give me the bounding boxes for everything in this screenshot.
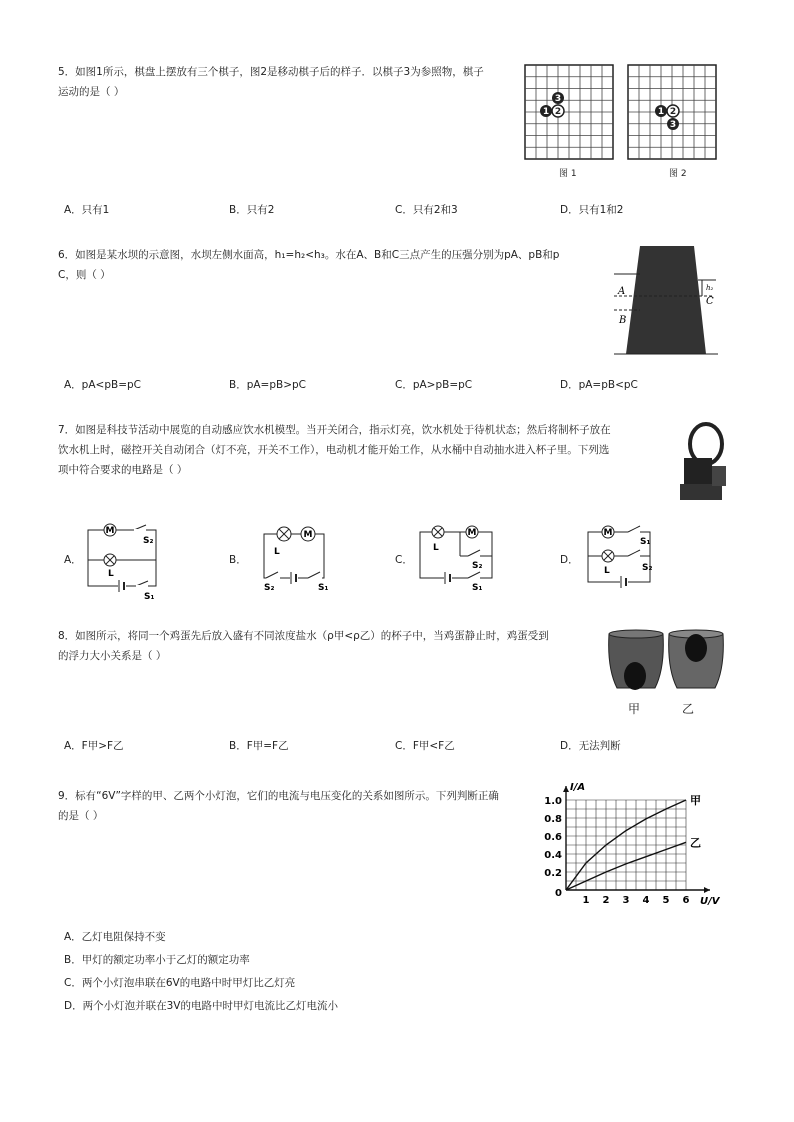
series-label-jia: 甲 [690, 794, 701, 807]
q7-circuit-d[interactable] [580, 522, 660, 590]
fig2-caption: 图 2 [669, 169, 687, 179]
q8-option-d[interactable]: D．无法判断 [560, 740, 621, 752]
q5-text: 5．如图1所示，棋盘上摆放有三个棋子，图2是移动棋子后的样子．以棋子3为参照物，棋子 运动的是（ ） [58, 66, 484, 98]
series-label-yi: 乙 [690, 836, 701, 850]
svg-text:M: M [105, 526, 115, 536]
q7-option-d[interactable]: D． [560, 554, 579, 566]
svg-text:L: L [108, 569, 114, 579]
svg-text:3: 3 [669, 120, 677, 130]
x-tick-label: 2 [602, 895, 610, 906]
svg-text:2: 2 [554, 107, 562, 117]
q5-board-fig2 [628, 65, 718, 160]
svg-text:S₁: S₁ [318, 583, 329, 593]
q9-text: 9．标有“6V”字样的甲、乙两个小灯泡，它们的电流与电压变化的关系如图所示。下列判断正确 的是（ ） [58, 790, 499, 822]
q6-option-d[interactable]: D．pA=pB<pC [560, 379, 638, 391]
q7-option-c[interactable]: C． [395, 554, 413, 566]
svg-text:L: L [604, 566, 610, 576]
svg-text:S₁: S₁ [640, 537, 651, 547]
svg-text:1: 1 [542, 107, 550, 117]
svg-text:2: 2 [669, 107, 677, 117]
q8-option-a[interactable]: A．F甲>F乙 [64, 740, 124, 752]
q9-option-c[interactable]: C．两个小灯泡串联在6V的电路中时甲灯比乙灯亮 [64, 977, 296, 989]
q5-option-a[interactable]: A．只有1 [64, 204, 110, 216]
y-tick-label: 0.6 [544, 832, 562, 843]
svg-text:S₂: S₂ [472, 561, 483, 571]
q8-option-c[interactable]: C．F甲<F乙 [395, 740, 455, 752]
svg-text:S₁: S₁ [144, 592, 155, 602]
q8-cups-image [605, 628, 725, 696]
q9-option-a[interactable]: A．乙灯电阻保持不变 [64, 931, 166, 943]
y-tick-label: 0.4 [544, 850, 562, 861]
q6-option-c[interactable]: C．pA>pB=pC [395, 379, 473, 391]
q7-option-b[interactable]: B． [229, 554, 247, 566]
x-tick-label: 6 [682, 895, 690, 906]
fig1-caption: 图 1 [559, 169, 577, 179]
q6-dam-figure [614, 244, 719, 356]
label-A: A [618, 286, 626, 297]
svg-text:M: M [303, 530, 313, 540]
svg-text:L: L [433, 543, 439, 553]
svg-text:L: L [274, 547, 280, 557]
q5-option-d[interactable]: D．只有1和2 [560, 204, 624, 216]
q7-circuit-c[interactable] [416, 522, 496, 593]
cup-label-jia: 甲 [628, 702, 641, 716]
x-tick-label: 5 [662, 895, 670, 906]
q5-option-c[interactable]: C．只有2和3 [395, 204, 458, 216]
svg-text:M: M [467, 528, 477, 538]
q7-text: 7．如图是科技节活动中展览的自动感应饮水机模型。当开关闭合，指示灯亮，饮水机处于待机状态；然后将制杯子放在 饮水机上时，磁控开关自动闭合（灯不亮，开关不工作），电动机才能开始工作，从水桶中自动抽水进入杯子里。下列选 项中符合要求的电路是（ ） [58, 424, 611, 476]
x-tick-label: 3 [622, 895, 630, 906]
q6-option-a[interactable]: A．pA<pB=pC [64, 379, 141, 391]
x-axis-arrow [704, 887, 710, 893]
svg-text:3: 3 [554, 94, 562, 104]
q9-option-b[interactable]: B．甲灯的额定功率小于乙灯的额定功率 [64, 954, 250, 966]
label-C: C [706, 296, 714, 307]
y-tick-label: 1.0 [544, 796, 562, 807]
q9-option-d[interactable]: D．两个小灯泡并联在3V的电路中时甲灯电流比乙灯电流小 [64, 1000, 338, 1012]
egg-in-cup-jia [624, 662, 646, 690]
origin-label: 0 [555, 888, 562, 899]
q8-text: 8．如图所示，将同一个鸡蛋先后放入盛有不同浓度盐水（ρ甲<ρ乙）的杯子中，当鸡蛋静止时，鸡蛋受到 的浮力大小关系是（ ） [58, 630, 549, 662]
y-axis-label: I/A [570, 782, 586, 793]
q6-text: 6．如图是某水坝的示意图，水坝左侧水面高，h₁=h₂<h₃。水在A、B和C三点产生的压强分别为pA、pB和p C，则（ ） [58, 249, 560, 281]
x-tick-label: 4 [642, 895, 650, 906]
svg-text:S₂: S₂ [143, 536, 154, 546]
q7-water-dispenser-image [676, 420, 732, 502]
label-h2: h₂ [706, 284, 714, 292]
q6-option-b[interactable]: B．pA=pB>pC [229, 379, 307, 391]
q7-circuit-a[interactable] [82, 522, 162, 602]
x-axis-label: U/V [700, 896, 720, 907]
q8-option-b[interactable]: B．F甲=F乙 [229, 740, 289, 752]
y-tick-label: 0.2 [544, 868, 562, 879]
svg-text:S₂: S₂ [642, 563, 653, 573]
label-B: B [619, 315, 627, 326]
q5-board-fig1 [525, 65, 615, 160]
q5-option-b[interactable]: B．只有2 [229, 204, 275, 216]
y-tick-label: 0.8 [544, 814, 562, 825]
svg-text:S₂: S₂ [264, 583, 275, 593]
x-tick-label: 1 [582, 895, 590, 906]
cup-label-yi: 乙 [682, 702, 695, 716]
y-axis-arrow [563, 786, 569, 792]
q7-option-a[interactable]: A． [64, 554, 82, 566]
svg-text:1: 1 [657, 107, 665, 117]
q9-iv-chart [540, 782, 720, 907]
svg-text:M: M [603, 528, 613, 538]
svg-text:S₁: S₁ [472, 583, 483, 593]
egg-in-cup-yi [685, 634, 707, 662]
q7-circuit-b[interactable] [252, 522, 332, 593]
